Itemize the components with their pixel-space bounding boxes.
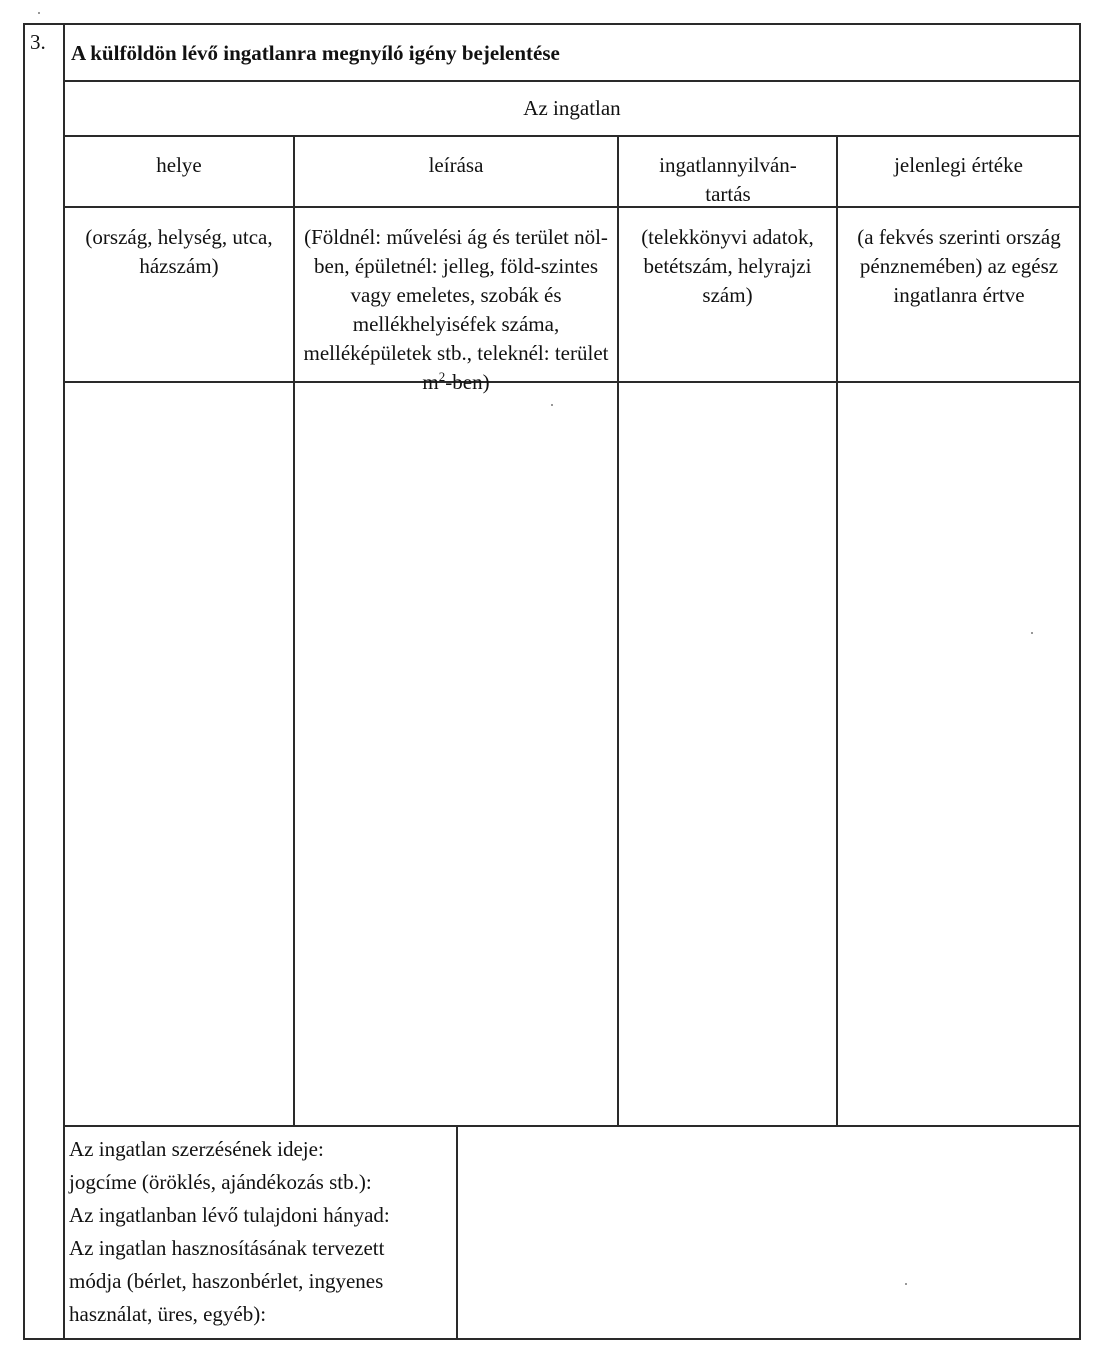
acquisition-time-label: Az ingatlan szerzésének ideje: xyxy=(69,1137,324,1161)
column-header-location: helye xyxy=(156,153,202,177)
planned-use-label-line2: módja (bérlet, haszonbérlet, ingyenes xyxy=(69,1269,384,1293)
rule-below-group-header xyxy=(63,135,1081,137)
scan-speck xyxy=(905,1283,907,1285)
entry-cell-description[interactable] xyxy=(295,383,617,1125)
column-header-value: jelenlegi értéke xyxy=(894,153,1023,177)
group-header: Az ingatlan xyxy=(523,96,621,120)
entry-cell-location[interactable] xyxy=(65,383,293,1125)
rule-below-column-headers xyxy=(63,206,1081,208)
border-top xyxy=(23,23,1081,25)
border-right xyxy=(1079,23,1081,1340)
column-header-description: leírása xyxy=(428,153,484,177)
section-number: 3. xyxy=(30,30,46,54)
scan-speck xyxy=(1031,632,1033,634)
ownership-share-label: Az ingatlanban lévő tulajdoni hányad: xyxy=(69,1203,390,1227)
planned-use-label-line3: használat, üres, egyéb): xyxy=(69,1302,267,1326)
column-note-registry: (telekkönyvi adatok, betétszám, helyrajzi szám) xyxy=(641,225,814,307)
entry-cell-value[interactable] xyxy=(838,383,1079,1125)
column-note-description: (Földnél: művelési ág és terület nöl-ben, épületnél: jelleg, föld-szintes vagy emeletes, szobák és mellékhelyiséfek száma, melléképületek stb., teleknél: terület $m^2-ben$) xyxy=(303,225,609,394)
entry-cell-registry[interactable] xyxy=(619,383,836,1125)
border-bottom xyxy=(23,1338,1081,1340)
planned-use-label-line1: Az ingatlan hasznosításának tervezett xyxy=(69,1236,385,1260)
scan-speck xyxy=(551,404,553,406)
column-note-location: (ország, helység, utca, házszám) xyxy=(85,225,273,278)
scan-speck xyxy=(38,12,40,14)
section-title: A külföldön lévő ingatlanra megnyíló igény bejelentése xyxy=(71,41,560,65)
acquisition-entry-cell[interactable] xyxy=(458,1127,1079,1338)
column-header-registry: ingatlannyilván-tartás xyxy=(659,153,797,206)
rule-below-title xyxy=(63,80,1081,82)
column-note-value: (a fekvés szerinti ország pénznemében) az egész ingatlanra értve xyxy=(857,225,1061,307)
acquisition-title-label: jogcíme (öröklés, ajándékozás stb.): xyxy=(69,1170,372,1194)
border-left xyxy=(23,23,25,1340)
